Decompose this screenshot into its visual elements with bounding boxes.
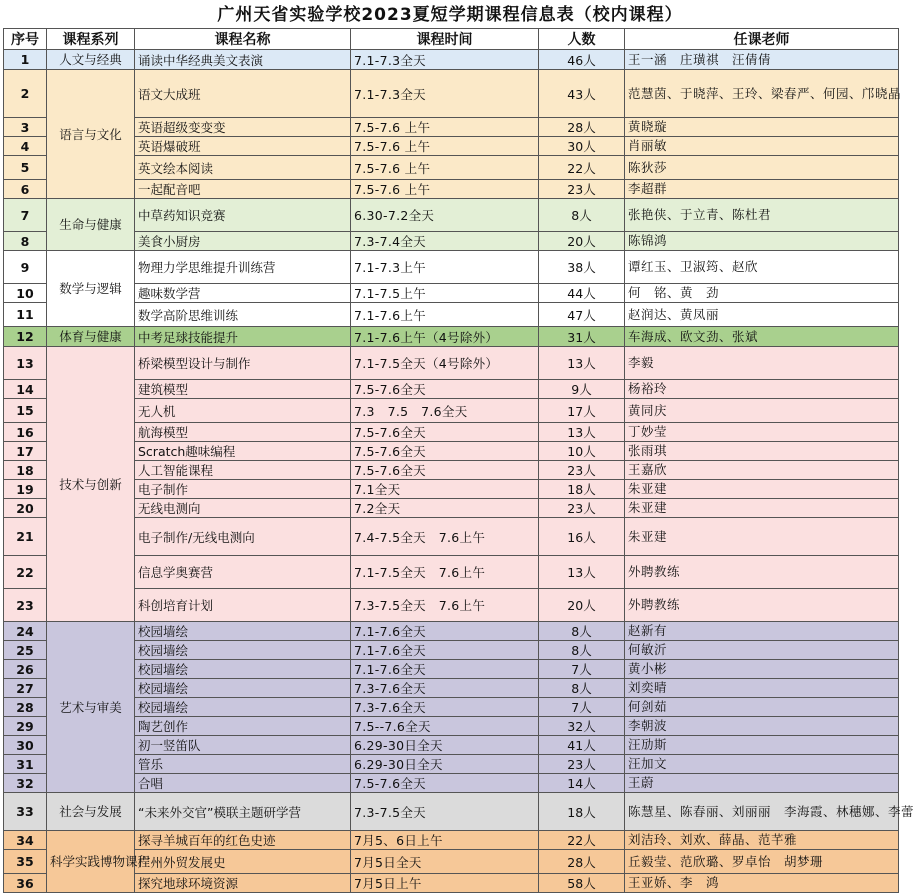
course-name: 合唱 [135, 774, 351, 793]
table-row [4, 499, 899, 518]
header-row [4, 29, 899, 50]
student-count: 41人 [539, 736, 625, 755]
table-row [4, 717, 899, 736]
course-time: 7.5--7.6全天 [351, 717, 539, 736]
table-row [4, 137, 899, 156]
course-name: 管乐 [135, 755, 351, 774]
table-row [4, 232, 899, 251]
row-number: 23 [4, 589, 47, 622]
teacher-names: 朱亚建 [625, 480, 899, 499]
course-time: 7.1-7.6全天 [351, 622, 539, 641]
course-name: 语文大成班 [135, 70, 351, 118]
teacher-names: 何剑茹 [625, 698, 899, 717]
course-time: 7.5-7.6 上午 [351, 118, 539, 137]
teacher-names: 朱亚建 [625, 518, 899, 556]
series-cell: 科学实践博物课程 [47, 831, 135, 893]
course-time: 7.3-7.6全天 [351, 679, 539, 698]
course-time: 7.5-7.6全天 [351, 774, 539, 793]
row-number: 20 [4, 499, 47, 518]
teacher-names: 何敏沂 [625, 641, 899, 660]
series-cell: 艺术与审美 [47, 622, 135, 793]
teacher-names: 何 铭、黄 劲 [625, 284, 899, 303]
student-count: 22人 [539, 156, 625, 180]
teacher-names: 刘洁玲、刘欢、薛晶、范芊雅 [625, 831, 899, 850]
series-cell: 技术与创新 [47, 347, 135, 622]
student-count: 7人 [539, 660, 625, 679]
student-count: 20人 [539, 589, 625, 622]
course-name: 校园墙绘 [135, 698, 351, 717]
course-name: 无线电测向 [135, 499, 351, 518]
course-time: 7.1-7.6全天 [351, 641, 539, 660]
teacher-names: 张雨琪 [625, 442, 899, 461]
teacher-names: 汪加文 [625, 755, 899, 774]
course-time: 7.4-7.5全天 7.6上午 [351, 518, 539, 556]
student-count: 8人 [539, 622, 625, 641]
table-row [4, 774, 899, 793]
row-number: 28 [4, 698, 47, 717]
student-count: 23人 [539, 755, 625, 774]
series-cell: 生命与健康 [47, 199, 135, 251]
student-count: 58人 [539, 874, 625, 893]
row-number: 31 [4, 755, 47, 774]
course-time: 7.1-7.6全天 [351, 660, 539, 679]
student-count: 8人 [539, 679, 625, 698]
table-row [4, 556, 899, 589]
table-row [4, 518, 899, 556]
teacher-names: 赵润达、黄凤丽 [625, 303, 899, 327]
row-number: 29 [4, 717, 47, 736]
course-time: 7.1-7.6上午 [351, 303, 539, 327]
course-time: 7.3-7.5全天 [351, 793, 539, 831]
table-row [4, 641, 899, 660]
course-time: 7.1-7.5上午 [351, 284, 539, 303]
student-count: 28人 [539, 118, 625, 137]
student-count: 28人 [539, 850, 625, 874]
student-count: 8人 [539, 641, 625, 660]
table-row [4, 679, 899, 698]
series-cell: 数学与逻辑 [47, 251, 135, 327]
row-number: 36 [4, 874, 47, 893]
page-title: 广州天省实验学校2023夏短学期课程信息表（校内课程） [217, 5, 683, 25]
course-name: 人工智能课程 [135, 461, 351, 480]
course-name: Scratch趣味编程 [135, 442, 351, 461]
course-name: 英语爆破班 [135, 137, 351, 156]
series-cell: 语言与文化 [47, 70, 135, 199]
course-name: 趣味数学营 [135, 284, 351, 303]
row-number: 14 [4, 380, 47, 399]
course-time: 7.5-7.6全天 [351, 461, 539, 480]
course-name: 中草药知识竞赛 [135, 199, 351, 232]
teacher-names: 肖丽敏 [625, 137, 899, 156]
table-row [4, 736, 899, 755]
course-name: 桥梁模型设计与制作 [135, 347, 351, 380]
course-name: “未来外交官”模联主题研学营 [135, 793, 351, 831]
course-name: 数学高阶思维训练 [135, 303, 351, 327]
student-count: 30人 [539, 137, 625, 156]
teacher-names: 陈锦鸿 [625, 232, 899, 251]
course-table [3, 28, 914, 893]
row-number: 2 [4, 70, 47, 118]
table-row [4, 399, 899, 423]
course-time: 6.30-7.2全天 [351, 199, 539, 232]
header-teacher: 任课老师 [625, 29, 899, 50]
student-count: 8人 [539, 199, 625, 232]
course-name: 无人机 [135, 399, 351, 423]
table-row [4, 70, 899, 118]
teacher-names: 杨裕玲 [625, 380, 899, 399]
teacher-names: 黄同庆 [625, 399, 899, 423]
course-name: 航海模型 [135, 423, 351, 442]
student-count: 13人 [539, 347, 625, 380]
teacher-names: 外聘教练 [625, 556, 899, 589]
course-time: 7.5-7.6全天 [351, 423, 539, 442]
header-count: 人数 [539, 29, 625, 50]
course-name: 校园墙绘 [135, 622, 351, 641]
table-row [4, 831, 899, 850]
course-time: 7.1-7.3上午 [351, 251, 539, 284]
course-time: 7.1-7.3全天 [351, 50, 539, 70]
course-time: 7月5日全天 [351, 850, 539, 874]
teacher-names: 范慧茵、于晓萍、王玲、梁春严、何园、邝晓晶 [625, 70, 899, 118]
student-count: 47人 [539, 303, 625, 327]
table-row [4, 423, 899, 442]
series-cell: 人文与经典 [47, 50, 135, 70]
teacher-names: 丘毅莹、范欣璐、罗卓怡 胡梦珊 [625, 850, 899, 874]
teacher-names: 赵新有 [625, 622, 899, 641]
course-time: 7月5日上午 [351, 874, 539, 893]
row-number: 6 [4, 180, 47, 199]
course-name: 中考足球技能提升 [135, 327, 351, 347]
course-name: 初一竖笛队 [135, 736, 351, 755]
student-count: 13人 [539, 556, 625, 589]
row-number: 16 [4, 423, 47, 442]
header-course: 课程名称 [135, 29, 351, 50]
table-row [4, 327, 899, 347]
student-count: 38人 [539, 251, 625, 284]
table-row [4, 480, 899, 499]
row-number: 11 [4, 303, 47, 327]
course-name: 英语超级变变变 [135, 118, 351, 137]
course-name: 诵读中华经典美文表演 [135, 50, 351, 70]
teacher-names: 黄小彬 [625, 660, 899, 679]
row-number: 27 [4, 679, 47, 698]
table-row [4, 347, 899, 380]
student-count: 17人 [539, 399, 625, 423]
teacher-names: 陈慧星、陈春丽、刘丽丽 李海霞、林穗娜、李蕾 [625, 793, 899, 831]
teacher-names: 汪劢斯 [625, 736, 899, 755]
table-row [4, 180, 899, 199]
student-count: 23人 [539, 461, 625, 480]
teacher-names: 外聘教练 [625, 589, 899, 622]
table-row [4, 660, 899, 679]
course-name: 广州外贸发展史 [135, 850, 351, 874]
course-time: 7.3 7.5 7.6全天 [351, 399, 539, 423]
row-number: 32 [4, 774, 47, 793]
table-row [4, 380, 899, 399]
row-number: 22 [4, 556, 47, 589]
table-row [4, 461, 899, 480]
header-no: 序号 [4, 29, 47, 50]
series-cell: 社会与发展 [47, 793, 135, 831]
row-number: 8 [4, 232, 47, 251]
course-time: 7.5-7.6 上午 [351, 180, 539, 199]
table-row [4, 755, 899, 774]
series-cell: 体育与健康 [47, 327, 135, 347]
course-time: 7.1-7.5全天 7.6上午 [351, 556, 539, 589]
student-count: 9人 [539, 380, 625, 399]
row-number: 4 [4, 137, 47, 156]
teacher-names: 王蔚 [625, 774, 899, 793]
table-row [4, 874, 899, 893]
course-time: 7.5-7.6全天 [351, 442, 539, 461]
student-count: 18人 [539, 793, 625, 831]
course-name: 英文绘本阅读 [135, 156, 351, 180]
row-number: 25 [4, 641, 47, 660]
teacher-names: 陈狄莎 [625, 156, 899, 180]
course-name: 物理力学思维提升训练营 [135, 251, 351, 284]
course-name: 一起配音吧 [135, 180, 351, 199]
row-number: 15 [4, 399, 47, 423]
row-number: 10 [4, 284, 47, 303]
teacher-names: 谭红玉、卫淑筠、赵欣 [625, 251, 899, 284]
row-number: 7 [4, 199, 47, 232]
course-time: 7.5-7.6 上午 [351, 137, 539, 156]
student-count: 31人 [539, 327, 625, 347]
teacher-names: 刘奕晴 [625, 679, 899, 698]
teacher-names: 车海成、欧文劲、张斌 [625, 327, 899, 347]
table-row [4, 118, 899, 137]
student-count: 20人 [539, 232, 625, 251]
table-body [4, 50, 914, 893]
course-time: 6.29-30日全天 [351, 736, 539, 755]
row-number: 30 [4, 736, 47, 755]
student-count: 18人 [539, 480, 625, 499]
teacher-names: 张艳侠、于立青、陈杜君 [625, 199, 899, 232]
teacher-names: 王一涵 庄璜祺 汪倩倩 [625, 50, 899, 70]
course-time: 7.3-7.4全天 [351, 232, 539, 251]
student-count: 43人 [539, 70, 625, 118]
teacher-names: 丁妙莹 [625, 423, 899, 442]
course-time: 7月5、6日上午 [351, 831, 539, 850]
row-number: 13 [4, 347, 47, 380]
teacher-names: 李毅 [625, 347, 899, 380]
student-count: 23人 [539, 180, 625, 199]
student-count: 16人 [539, 518, 625, 556]
teacher-names: 朱亚建 [625, 499, 899, 518]
student-count: 23人 [539, 499, 625, 518]
row-number: 1 [4, 50, 47, 70]
course-name: 建筑模型 [135, 380, 351, 399]
teacher-names: 黄晓璇 [625, 118, 899, 137]
row-number: 3 [4, 118, 47, 137]
course-name: 校园墙绘 [135, 660, 351, 679]
teacher-names: 李朝波 [625, 717, 899, 736]
row-number: 35 [4, 850, 47, 874]
row-number: 34 [4, 831, 47, 850]
table-row [4, 251, 899, 284]
student-count: 14人 [539, 774, 625, 793]
course-time: 7.5-7.6全天 [351, 380, 539, 399]
table-row [4, 622, 899, 641]
student-count: 44人 [539, 284, 625, 303]
student-count: 22人 [539, 831, 625, 850]
student-count: 46人 [539, 50, 625, 70]
teacher-names: 李超群 [625, 180, 899, 199]
teacher-names: 王亚娇、李 鸿 [625, 874, 899, 893]
table-row [4, 199, 899, 232]
table-row [4, 303, 899, 327]
course-name: 信息学奥赛营 [135, 556, 351, 589]
header-time: 课程时间 [351, 29, 539, 50]
course-name: 电子制作 [135, 480, 351, 499]
course-time: 7.1全天 [351, 480, 539, 499]
course-name: 校园墙绘 [135, 679, 351, 698]
course-name: 探究地球环境资源 [135, 874, 351, 893]
course-time: 7.2全天 [351, 499, 539, 518]
course-time: 7.1-7.5全天（4号除外） [351, 347, 539, 380]
table-row [4, 442, 899, 461]
row-number: 19 [4, 480, 47, 499]
course-time: 7.3-7.5全天 7.6上午 [351, 589, 539, 622]
student-count: 13人 [539, 423, 625, 442]
table-row [4, 589, 899, 622]
course-name: 陶艺创作 [135, 717, 351, 736]
row-number: 9 [4, 251, 47, 284]
student-count: 10人 [539, 442, 625, 461]
row-number: 12 [4, 327, 47, 347]
course-name: 探寻羊城百年的红色史迹 [135, 831, 351, 850]
course-name: 电子制作/无线电测向 [135, 518, 351, 556]
table-row [4, 284, 899, 303]
teacher-names: 王嘉欣 [625, 461, 899, 480]
header-series: 课程系列 [47, 29, 135, 50]
table-row [4, 793, 899, 831]
row-number: 17 [4, 442, 47, 461]
table-row [4, 850, 899, 874]
student-count: 7人 [539, 698, 625, 717]
course-name: 科创培育计划 [135, 589, 351, 622]
course-time: 7.1-7.3全天 [351, 70, 539, 118]
row-number: 18 [4, 461, 47, 480]
row-number: 24 [4, 622, 47, 641]
course-name: 美食小厨房 [135, 232, 351, 251]
row-number: 33 [4, 793, 47, 831]
course-time: 7.5-7.6 上午 [351, 156, 539, 180]
row-number: 21 [4, 518, 47, 556]
student-count: 32人 [539, 717, 625, 736]
table-row [4, 156, 899, 180]
table-row [4, 698, 899, 717]
course-time: 7.3-7.6全天 [351, 698, 539, 717]
table-row [4, 50, 899, 70]
course-time: 6.29-30日全天 [351, 755, 539, 774]
row-number: 5 [4, 156, 47, 180]
course-name: 校园墙绘 [135, 641, 351, 660]
course-time: 7.1-7.6上午（4号除外） [351, 327, 539, 347]
row-number: 26 [4, 660, 47, 679]
